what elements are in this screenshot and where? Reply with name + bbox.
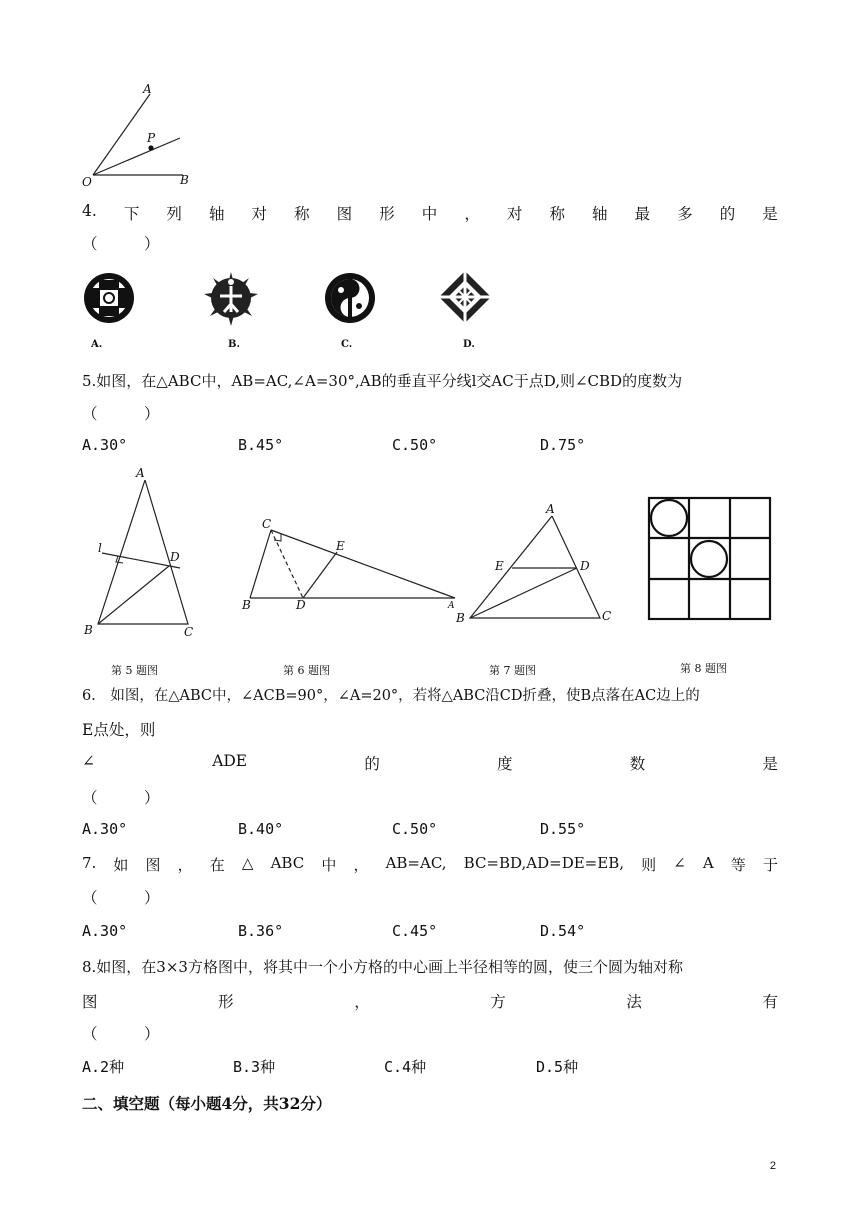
- angle-label-p: P: [147, 131, 156, 145]
- symbol-a-icon: [82, 270, 142, 330]
- angle-label-b: B: [180, 173, 189, 187]
- q6-option-a: A.30°: [82, 820, 128, 838]
- q4-option-d: D.: [463, 339, 475, 350]
- q5-option-d: D.75°: [540, 436, 586, 454]
- fig6-label-a: A: [448, 601, 455, 611]
- q5-paren: （ ）: [82, 405, 160, 423]
- q6-line2: E点处，则: [82, 721, 156, 739]
- fig7-label-b: B: [456, 611, 465, 625]
- q8-line2: 图 形 ， 方 法 有: [82, 993, 778, 1011]
- figure-5: [80, 462, 210, 642]
- figure-7: [452, 498, 622, 628]
- q5-option-a: A.30°: [82, 436, 128, 454]
- fig5-label-b: B: [84, 623, 93, 637]
- q8-option-a: A.2种: [82, 1058, 125, 1076]
- q6-paren: （ ）: [82, 789, 160, 807]
- q8-option-c: C.4种: [384, 1058, 427, 1076]
- figure-8: [646, 494, 774, 622]
- angle-label-o: O: [82, 175, 92, 189]
- fig7-caption: 第 7 题图: [489, 664, 536, 677]
- fig7-label-e: E: [495, 559, 504, 573]
- q7-option-a: A.30°: [82, 922, 128, 940]
- q6-option-d: D.55°: [540, 820, 586, 838]
- q8-option-d: D.5种: [536, 1058, 579, 1076]
- q8-line1: 8.如图，在3×3方格图中，将其中一个小方格的中心画上半径相等的圆，使三个圆为轴对称: [82, 958, 683, 976]
- angle-figure: [80, 80, 200, 190]
- q4-stem: 4. 下 列 轴 对 称 图 形 中 ， 对 称 轴 最 多 的 是: [82, 202, 778, 223]
- fig6-label-d: D: [296, 598, 306, 612]
- fig5-label-c: C: [184, 625, 194, 639]
- q4-option-a: A.: [91, 339, 103, 350]
- fig6-label-b: B: [242, 598, 251, 612]
- fig5-caption: 第 5 题图: [111, 664, 158, 677]
- q6-line3: ∠ ADE 的 度 数 是: [82, 752, 778, 773]
- figure-6: [236, 510, 461, 615]
- q8-option-b: B.3种: [233, 1058, 276, 1076]
- fig6-label-e: E: [336, 539, 345, 553]
- q5-option-b: B.45°: [238, 436, 284, 454]
- fig5-label-l: l: [98, 541, 102, 555]
- symbol-d-icon: [436, 268, 496, 328]
- q7-paren: （ ）: [82, 889, 160, 907]
- fig6-caption: 第 6 题图: [283, 664, 330, 677]
- fig7-label-d: D: [580, 559, 590, 573]
- q6-option-b: B.40°: [238, 820, 284, 838]
- q7-option-c: C.45°: [392, 922, 438, 940]
- q7-line1: 7. 如 图 ， 在 △ ABC 中 ， AB=AC, BC=BD,AD=DE=EB, 则 ∠ A 等 于: [82, 854, 778, 874]
- section-heading: 二、填空题（每小题4分，共32分）: [82, 1094, 332, 1113]
- fig8-caption: 第 8 题图: [680, 662, 727, 675]
- q4-paren: （ ）: [82, 235, 160, 253]
- page-number: 2: [769, 1160, 776, 1172]
- fig7-label-a: A: [546, 502, 555, 516]
- q4-option-b: B.: [228, 339, 240, 350]
- q4-option-c: C.: [341, 339, 353, 350]
- q5-stem: 5.如图，在△ABC中，AB=AC,∠A=30°,AB的垂直平分线l交AC于点D,则∠CBD的度数为: [82, 372, 683, 390]
- symbol-c-icon: [322, 268, 382, 328]
- q5-option-c: C.50°: [392, 436, 438, 454]
- fig6-label-c: C: [262, 517, 272, 531]
- q7-option-d: D.54°: [540, 922, 586, 940]
- symbol-b-icon: [202, 268, 262, 330]
- q6-option-c: C.50°: [392, 820, 438, 838]
- fig5-label-a: A: [136, 466, 145, 480]
- angle-label-a: A: [143, 82, 152, 96]
- fig5-label-d: D: [170, 550, 180, 564]
- q6-line1: 6. 如图，在△ABC中，∠ACB=90°，∠A=20°，若将△ABC沿CD折叠，使B点落在AC边上的: [82, 688, 700, 704]
- fig7-label-c: C: [602, 609, 612, 623]
- q8-paren: （ ）: [82, 1025, 160, 1043]
- q7-option-b: B.36°: [238, 922, 284, 940]
